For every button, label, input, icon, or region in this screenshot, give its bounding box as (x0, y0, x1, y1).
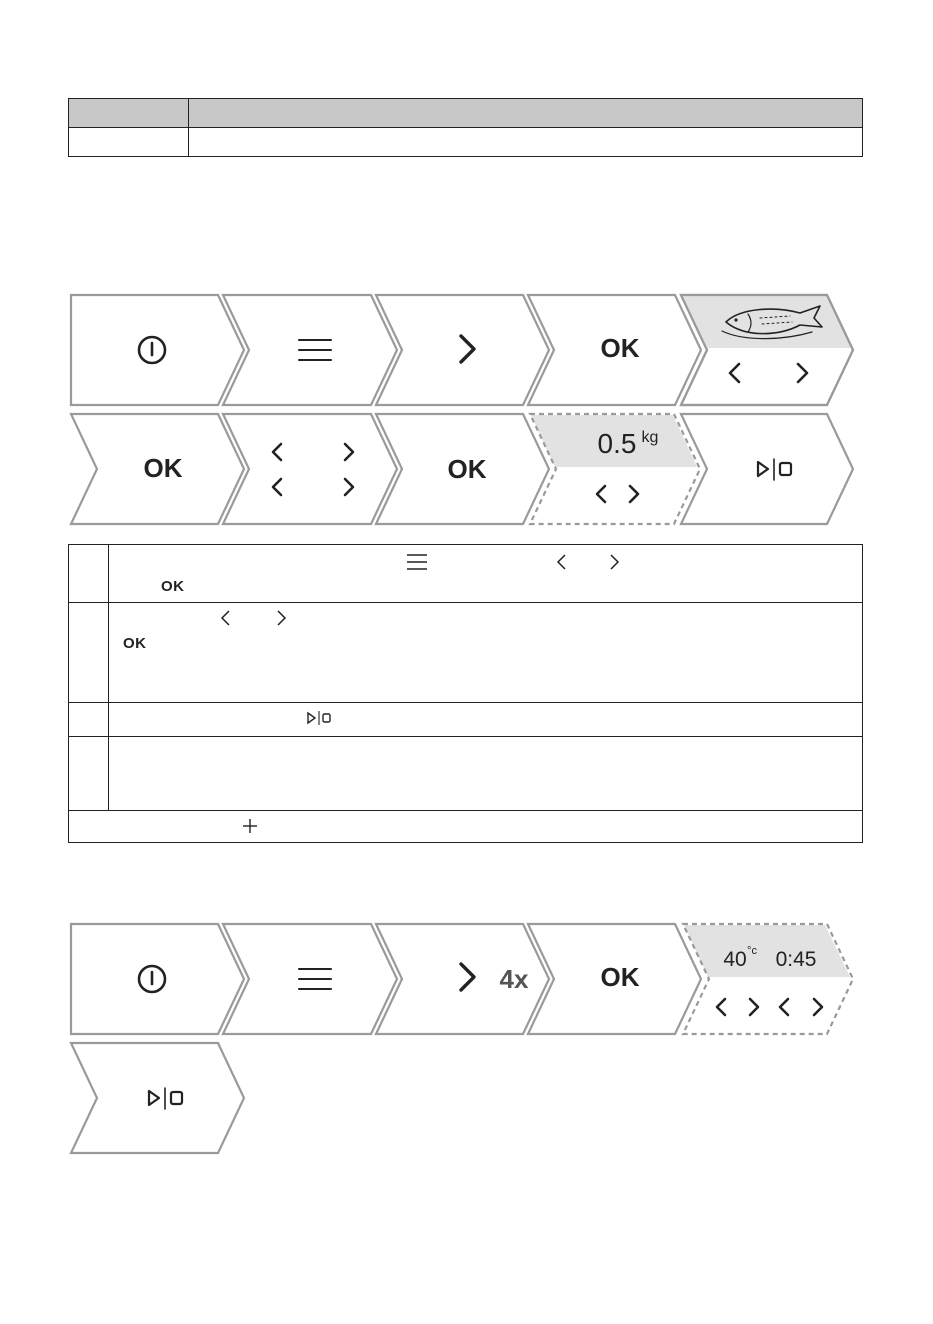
instruction-row-divider-3 (69, 736, 862, 737)
ok-symbol: OK (123, 635, 147, 652)
step-r3-3-next-4x (376, 924, 549, 1034)
step-2-menu (223, 295, 397, 405)
step-8-ok (376, 414, 549, 524)
chevron-left-icon (597, 486, 605, 502)
chevron-left-icon (555, 553, 569, 571)
step-r3-2-menu (223, 924, 397, 1034)
step-r4-1-start (71, 1043, 244, 1153)
plus-icon (241, 817, 259, 835)
chevron-right-icon (607, 553, 621, 571)
header-table-divider (188, 99, 189, 156)
ok-label: OK (600, 962, 640, 992)
temperature-value: 40 (723, 948, 747, 971)
repeat-count: 4x (499, 964, 529, 994)
instruction-row-divider-1 (69, 602, 862, 603)
ok-symbol: OK (161, 578, 185, 595)
ok-label: OK (447, 454, 487, 484)
step-10-start (681, 414, 853, 524)
weight-value: 0.5 (597, 428, 637, 459)
step-r3-5-temp-time (683, 924, 853, 1034)
ok-label: OK (600, 333, 640, 363)
temperature-unit: °c (747, 945, 757, 957)
step-4-ok (528, 295, 701, 405)
instruction-row-divider-2 (69, 702, 862, 703)
time-value: 0:45 (775, 948, 817, 971)
instruction-row-divider-4 (69, 810, 862, 811)
step-1-power (71, 295, 244, 405)
header-table (68, 98, 863, 157)
weight-unit: kg (641, 429, 659, 446)
menu-icon (405, 552, 429, 572)
instruction-table (68, 544, 863, 843)
chevron-left-icon (219, 609, 233, 627)
step-5-fish-program (681, 295, 853, 405)
ok-label: OK (143, 453, 183, 483)
arrows-icon (717, 999, 822, 1015)
step-r3-1-power (71, 924, 244, 1034)
start-stop-icon (305, 709, 335, 727)
chevron-right-icon (274, 609, 288, 627)
step-r3-4-ok (528, 924, 701, 1034)
instruction-step-column-divider (108, 545, 109, 810)
step-6-ok (71, 414, 244, 524)
chevron-right-icon (630, 486, 638, 502)
step-9-weight (530, 414, 700, 524)
step-7-arrows (223, 414, 397, 524)
step-3-next (376, 295, 549, 405)
